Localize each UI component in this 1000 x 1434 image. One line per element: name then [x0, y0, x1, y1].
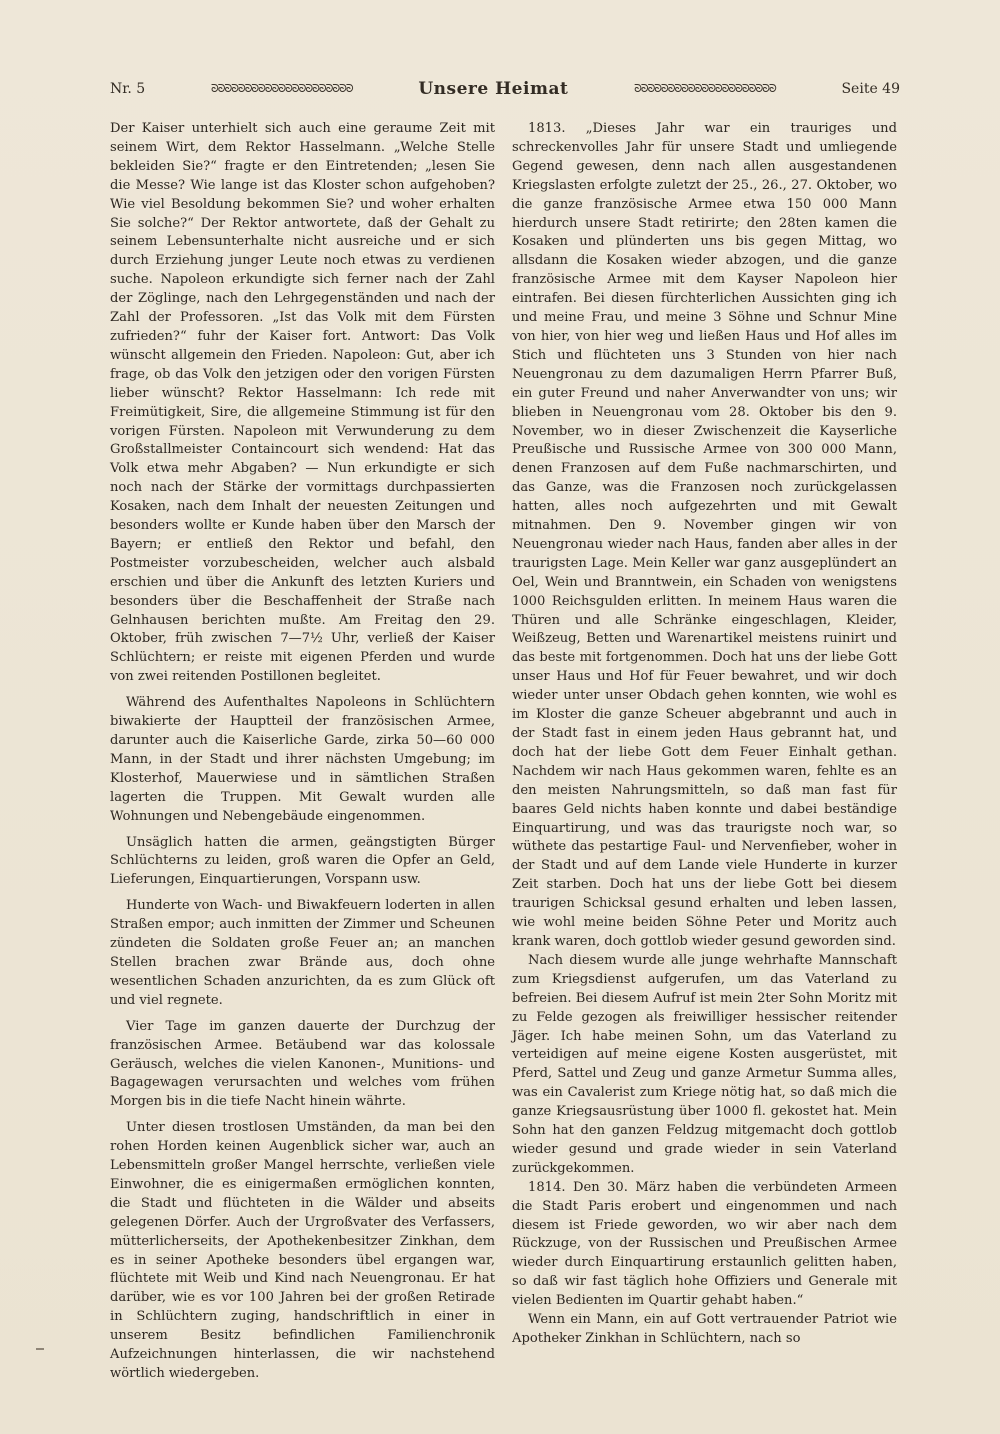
header-ornament-right: ᘐᘐᘐᘐᘐᘐᘐᘐᘐᘐᘐᘐᘐᘐᘐᘐᘐᘐᘐᘐᘐ	[634, 82, 776, 95]
paragraph: Unter diesen trostlosen Umständen, da man bei den rohen Horden keinen Augenblick sicher war, auch an Lebensmitteln großer Mangel herrschte, verließen viele Einwohner, die es einigermaßen ermöglichen konnten, die Stadt und flüchteten in die Wälder und abseits gelegenen Dörfer. Auch der Urgroßvater des Verfassers, mütterlicherseits, der Apothekenbesitzer Zinkhan, dem es in seiner Apotheke besonders übel ergangen war, flüchtete mit Weib und Kind nach Neuengronau. Er hat darüber, wie es vor 100 Jahren bei der großen Retirade in Schlüchtern zuging, handschriftlich in einer in unserem Besitz befindlichen Familienchronik Aufzeichnungen hinterlassen, die wir nachstehend wörtlich wiedergeben.	[110, 1120, 495, 1381]
magazine-title: Unsere Heimat	[418, 79, 569, 99]
paragraph: 1813. „Dieses Jahr war ein trauriges und schreckenvolles Jahr für unsere Stadt und umliegende Gegend gewesen, denn nach allen ausgestandenen Kriegslasten erfolgte zuletzt der 25., 26., 27. Oktober, wo die ganze französische Armee etwa 150 000 Mann hierdurch unsere Stadt retirirte; den 28ten kamen die Kosaken und plünderten uns bis gegen Mittag, wo allsdann die Kosaken wieder abzogen, und die ganze französische Armee mit dem Kayser Napoleon hier eintrafen. Bei diesen fürchterlichen Aussichten ging ich und meine Frau, und meine 3 Söhne und Schnur Mine von hier, von hier weg und ließen Haus und Hof alles im Stich und flüchteten uns 3 Stunden von hier nach Neuengronau zu dem dazumaligen Herrn Pfarrer Buß, ein guter Freund und naher Anverwandter von uns; wir blieben in Neuengronau vom 28. Oktober bis den 9. November, wo in dieser Zwischenzeit die Kayserliche Preußische und Russische Armee von 300 000 Mann, denen Franzosen auf dem Fuße nachmarschirten, und das Ganze, was die Franzosen noch zurückgelassen hatten, alles noch aufgezehrten und mit Gewalt mitnahmen. Den 9. November gingen wir von Neuengronau wieder nach Haus, fanden aber alles in der traurigsten Lage. Mein Keller war ganz ausgeplündert an Oel, Wein und Branntwein, ein Schaden von wenigstens 1000 Reichsgulden erlitten. In meinem Haus waren die Thüren und alle Schränke eingeschlagen, Kleider, Weißzeug, Betten und Warenartikel meistens ruinirt und das beste mit fortgenommen. Doch hat uns der liebe Gott unser Haus und Hof für Feuer bewahret, und wir doch wieder unter unser Obdach gehen konnten, wie wohl es im Kloster die ganze Scheuer abgebrannt und auch in der Stadt fast in einem jeden Haus gebrannt hat, und doch hat der liebe Gott dem Feuer Einhalt gethan. Nachdem wir nach Haus gekommen waren, fehlte es an den meisten Nahrungsmitteln, so daß man fast für baares Geld nichts haben konnte und dabei beständige Einquartirung, und was das traurigste noch war, so wüthete das pestartige Faul- und Nervenfieber, woher in der Stadt und auf dem Lande viele Hunderte in kurzer Zeit starben. Doch hat uns der liebe Gott bei diesem traurigen Schicksal gesund erhalten und leben lassen, wie wohl meine beiden Söhne Peter und Moritz auch krank waren, doch gottlob wieder gesund geworden sind.	[512, 121, 897, 949]
issue-number: Nr. 5	[110, 81, 146, 97]
paragraph: Wenn ein Mann, ein auf Gott vertrauender Patriot wie Apotheker Zinkhan in Schlüchtern, nach so	[512, 1312, 897, 1346]
paragraph: Während des Aufenthaltes Napoleons in Schlüchtern biwakierte der Hauptteil der französischen Armee, darunter auch die Kaiserliche Garde, zirka 50—60 000 Mann, in der Stadt und ihrer nächsten Umgebung; im Klosterhof, Mauerwiese und in sämtlichen Straßen lagerten die Truppen. Mit Gewalt wurden alle Wohnungen und Nebengebäude eingenommen.	[110, 695, 495, 824]
paragraph: Unsäglich hatten die armen, geängstigten Bürger Schlüchterns zu leiden, groß waren die Opfer an Geld, Lieferungen, Einquartierungen, Vorspann usw.	[110, 834, 495, 888]
page-number: Seite 49	[841, 81, 900, 97]
paragraph: Nach diesem wurde alle junge wehrhafte Mannschaft zum Kriegsdienst aufgerufen, um das Vaterland zu befreien. Bei diesem Aufruf ist mein 2ter Sohn Moritz mit zu Felde gezogen als freiwilliger hessischer reitender Jäger. Ich habe meinen Sohn, um das Vaterland zu verteidigen auf meine eigene Kosten ausgerüstet, mit Pferd, Sattel und Zeug und ganze Armetur Summa alles, was ein Cavalerist zum Kriege nötig hat, so daß mich die ganze Kriegsausrüstung über 1000 fl. gekostet hat. Mein Sohn hat den ganzen Feldzug mitgemacht doch gottlob wieder gesund und grade wieder in sein Vaterland zurückgekommen.	[512, 952, 897, 1176]
paragraph: 1814. Den 30. März haben die verbündeten Armeen die Stadt Paris erobert und eingenommen und nach diesem ist Friede geworden, wo wir aber nach dem Rückzuge, von der Russischen und Preußischen Armee wieder durch Einquartirung erstaunlich gelitten haben, so daß wir fast täglich hohe Offiziers und Generale mit vielen Bedienten im Quartir gehabt haben.“	[512, 1179, 897, 1309]
paragraph: Hunderte von Wach- und Biwakfeuern loderten in allen Straßen empor; auch inmitten der Zimmer und Scheunen zündeten die Soldaten große Feuer an; an manchen Stellen brachen zwar Brände aus, doch ohne wesentlichen Schaden anzurichten, da es zum Glück oft und viel regnete.	[110, 898, 495, 1008]
paragraph: Der Kaiser unterhielt sich auch eine geraume Zeit mit seinem Wirt, dem Rektor Hasselmann. „Welche Stelle bekleiden Sie?“ fragte er den Eintretenden; „lesen Sie die Messe? Wie lange ist das Kloster schon aufgehoben? Wie viel Besoldung bekommen Sie? und woher erhalten Sie solche?“ Der Rektor antwortete, daß der Gehalt zu seinem Lebensunterhalte nicht ausreiche und er sich durch Erziehung junger Leute noch etwas zu verdienen suche. Napoleon erkundigte sich ferner nach der Zahl der Zöglinge, nach den Lehrgegenständen und nach der Zahl der Professoren. „Ist das Volk mit dem Fürsten zufrieden?“ fuhr der Kaiser fort. Antwort: Das Volk wünscht allgemein den Frieden. Napoleon: Gut, aber ich frage, ob das Volk den jetzigen oder den vorigen Fürsten lieber wünscht? Rektor Hasselmann: Ich rede mit Freimütigkeit, Sire, die allgemeine Stimmung ist für den vorigen Fürsten. Napoleon mit Verwunderung zu dem Großstallmeister Containcourt sich wendend: Hat das Volk etwa mehr Abgaben? — Nun erkundigte er sich noch nach der Stärke der vormittags durchpassierten Kosaken, nach dem Inhalt der neuesten Zeitungen und besonders wollte er Kunde haben über den Marsch der Bayern; er entließ den Rektor und befahl, den Postmeister vorzubescheiden, welcher auch alsbald erschien und über die Ankunft des letzten Kuriers und besonders über die Beschaffenheit der Straße nach Gelnhausen berichten mußte. Am Freitag den 29. Oktober, früh zwischen 7—7½ Uhr, verließ der Kaiser Schlüchtern; er reiste mit eigenen Pferden und wurde von zwei reitenden Postillonen begleitet.	[110, 121, 495, 685]
header-ornament-left: ᘐᘐᘐᘐᘐᘐᘐᘐᘐᘐᘐᘐᘐᘐᘐᘐᘐᘐᘐᘐᘐ	[210, 82, 353, 95]
left-column	[110, 120, 495, 1381]
page-header	[110, 77, 900, 101]
paragraph: Vier Tage im ganzen dauerte der Durchzug der französischen Armee. Betäubend war das kolossale Geräusch, welches die vielen Kanonen-, Munitions- und Bagagewagen verursachten und welches vom frühen Morgen bis in die tiefe Nacht hinein währte.	[110, 1018, 495, 1110]
right-column	[512, 120, 897, 1346]
margin-mark	[36, 1348, 44, 1350]
